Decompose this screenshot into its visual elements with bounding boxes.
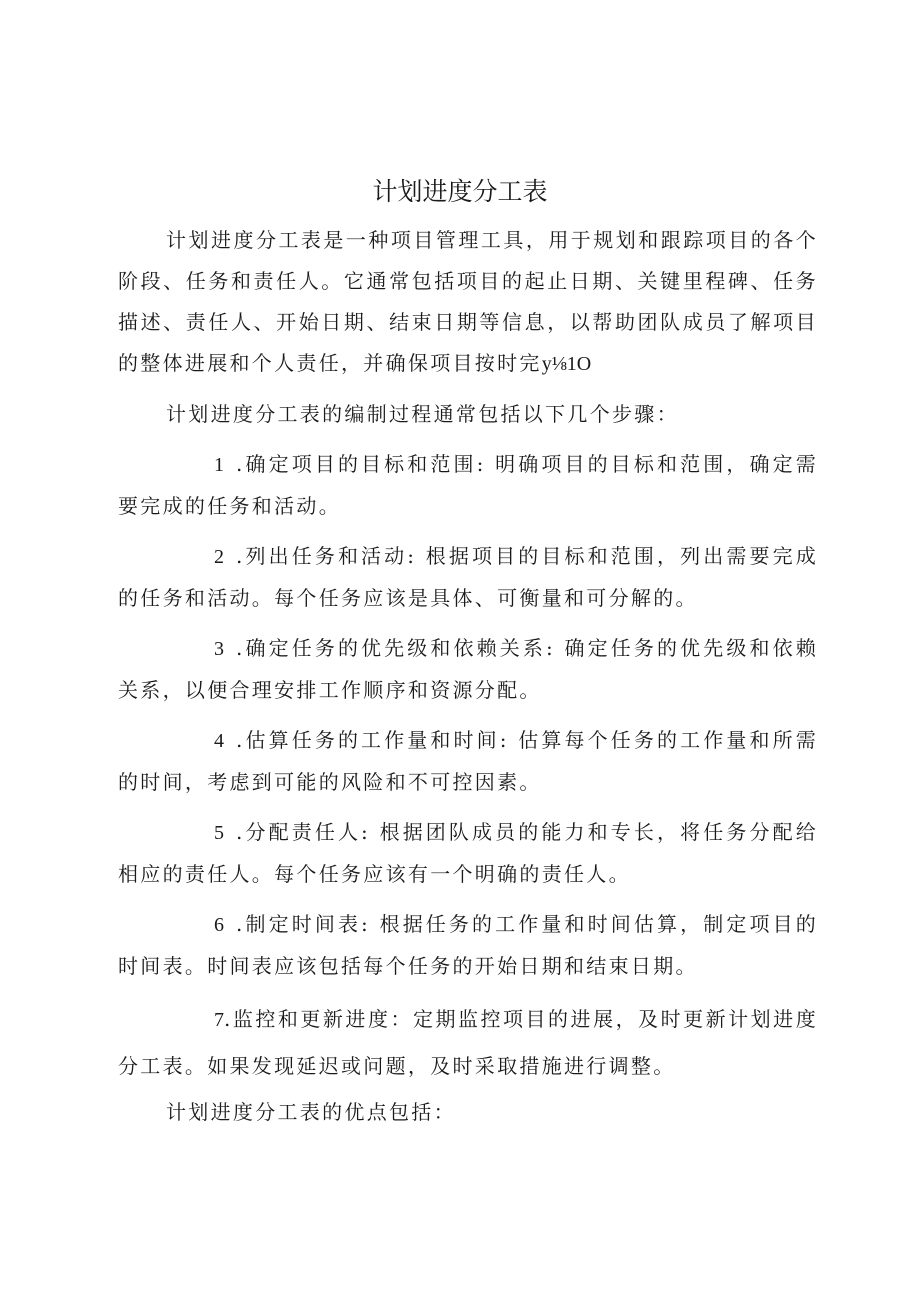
step-item bbox=[118, 536, 818, 619]
step-text: .分配责任人: 根据团队成员的能力和专长，将任务分配给相应的责任人。每个任务应该有一个明确的责任人。 bbox=[118, 820, 818, 886]
step-number: 3 bbox=[214, 638, 224, 660]
step-item bbox=[118, 996, 818, 1089]
step-item bbox=[118, 720, 818, 803]
step-number: 6 bbox=[214, 914, 224, 936]
step-number: 1 bbox=[214, 454, 224, 476]
step-text: .确定项目的目标和范围: 明确项目的目标和范围，确定需要完成的任务和活动。 bbox=[118, 452, 818, 518]
step-item bbox=[118, 904, 818, 987]
document-title: 计划进度分工表 bbox=[372, 177, 548, 206]
intro-text: 计划进度分工表是一种项目管理工具，用于规划和跟踪项目的各个阶段、任务和责任人。它通常包括项目的起止日期、关键里程碑、任务描述、责任人、开始日期、结束日期等信息，以帮助团队成员了解项目的整体进展和个人责任，并确保项目按时完 bbox=[118, 228, 818, 375]
step-text: .估算任务的工作量和时间: 估算每个任务的工作量和所需的时间，考虑到可能的风险和不可控因素。 bbox=[118, 728, 818, 794]
step-text: .制定时间表: 根据任务的工作量和时间估算，制定项目的时间表。时间表应该包括每个任务的开始日期和结束日期。 bbox=[118, 912, 818, 978]
intro-paragraph bbox=[118, 220, 818, 385]
step-text: .列出任务和活动: 根据项目的目标和范围，列出需要完成的任务和活动。每个任务应该是具体、可衡量和可分解的。 bbox=[118, 544, 818, 610]
step-number: 5 bbox=[214, 822, 224, 844]
step-number: 4 bbox=[214, 730, 224, 752]
document-body bbox=[118, 220, 818, 1133]
step-text: .确定任务的优先级和依赖关系: 确定任务的优先级和依赖关系，以便合理安排工作顺序和资源分配。 bbox=[118, 636, 818, 702]
steps-intro: 计划进度分工表的编制过程通常包括以下几个步骤： bbox=[166, 402, 679, 426]
step-number: 2 bbox=[214, 546, 224, 568]
step-item bbox=[118, 444, 818, 527]
advantages-intro: 计划进度分工表的优点包括： bbox=[166, 1100, 456, 1124]
step-item bbox=[118, 628, 818, 711]
step-number: 7 bbox=[214, 1009, 224, 1031]
step-text: .监控和更新进度：定期监控项目的进展，及时更新计划进度分工表。如果发现延迟或问题，及时采取措施进行调整。 bbox=[118, 1007, 818, 1078]
intro-garbled-ending: y⅛1O bbox=[541, 353, 592, 375]
step-item bbox=[118, 812, 818, 895]
